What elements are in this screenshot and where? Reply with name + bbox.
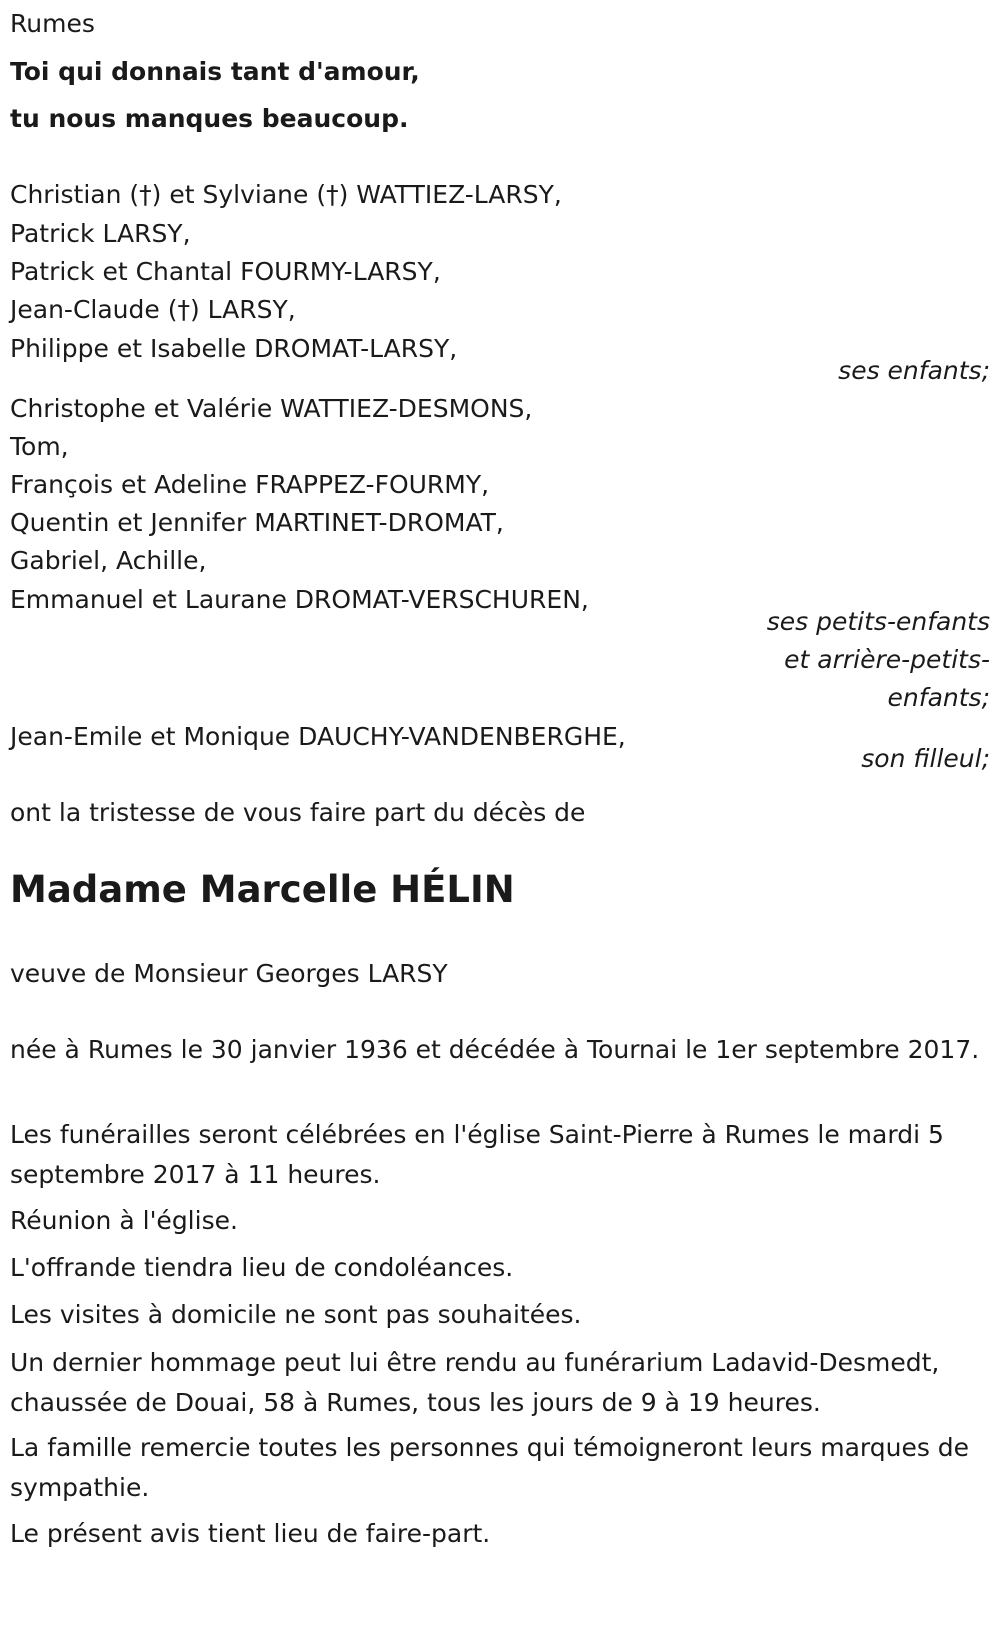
tribute-text: Un dernier hommage peut lui être rendu au funérarium Ladavid-Desmedt, chaussée de Douai, 58 à Rumes, tous les jours de 9 à 19 heures.	[10, 1348, 940, 1417]
quote-line-1: Toi qui donnais tant d'amour,	[10, 57, 420, 86]
child-name: Patrick et Chantal FOURMY-LARSY,	[10, 257, 441, 286]
grandchildren-role-line-2: et arrière-petits-	[784, 645, 990, 674]
godson-name: Jean-Emile et Monique DAUCHY-VANDENBERGHE,	[10, 722, 626, 751]
children-role: ses enfants;	[838, 356, 990, 385]
godson-role: son filleul;	[861, 744, 990, 773]
notice-text: Le présent avis tient lieu de faire-part.	[10, 1519, 491, 1548]
quote-line-2: tu nous manques beaucoup.	[10, 104, 409, 133]
grandchild-name: Emmanuel et Laurane DROMAT-VERSCHUREN,	[10, 585, 589, 614]
visits-text: Les visites à domicile ne sont pas souhaitées.	[10, 1300, 582, 1329]
thanks-text: La famille remercie toutes les personnes qui témoigneront leurs marques de sympathie.	[10, 1433, 970, 1502]
funeral-text: Les funérailles seront célébrées en l'église Saint-Pierre à Rumes le mardi 5 septembre 2017 à 11 heures.	[10, 1120, 944, 1189]
grandchild-name: Tom,	[10, 432, 69, 461]
meeting-text: Réunion à l'église.	[10, 1206, 238, 1235]
grandchild-name: François et Adeline FRAPPEZ-FOURMY,	[10, 470, 490, 499]
grandchildren-role-line-1: ses petits-enfants	[766, 607, 990, 636]
grandchildren-role-line-3: enfants;	[887, 683, 990, 712]
child-name: Christian (†) et Sylviane (†) WATTIEZ-LARSY,	[10, 180, 562, 209]
child-name: Philippe et Isabelle DROMAT-LARSY,	[10, 334, 458, 363]
child-name: Patrick LARSY,	[10, 219, 191, 248]
deceased-name: Madame Marcelle HÉLIN	[10, 868, 515, 911]
offering-text: L'offrande tiendra lieu de condoléances.	[10, 1253, 514, 1282]
place-name: Rumes	[10, 9, 95, 38]
child-name: Jean-Claude (†) LARSY,	[10, 295, 296, 324]
announcement-text: ont la tristesse de vous faire part du décès de	[10, 798, 586, 827]
grandchild-name: Gabriel, Achille,	[10, 546, 207, 575]
grandchild-name: Quentin et Jennifer MARTINET-DROMAT,	[10, 508, 504, 537]
widow-of-text: veuve de Monsieur Georges LARSY	[10, 959, 448, 988]
grandchild-name: Christophe et Valérie WATTIEZ-DESMONS,	[10, 394, 533, 423]
birth-death-text: née à Rumes le 30 janvier 1936 et décédée à Tournai le 1er septembre 2017.	[10, 1035, 980, 1064]
